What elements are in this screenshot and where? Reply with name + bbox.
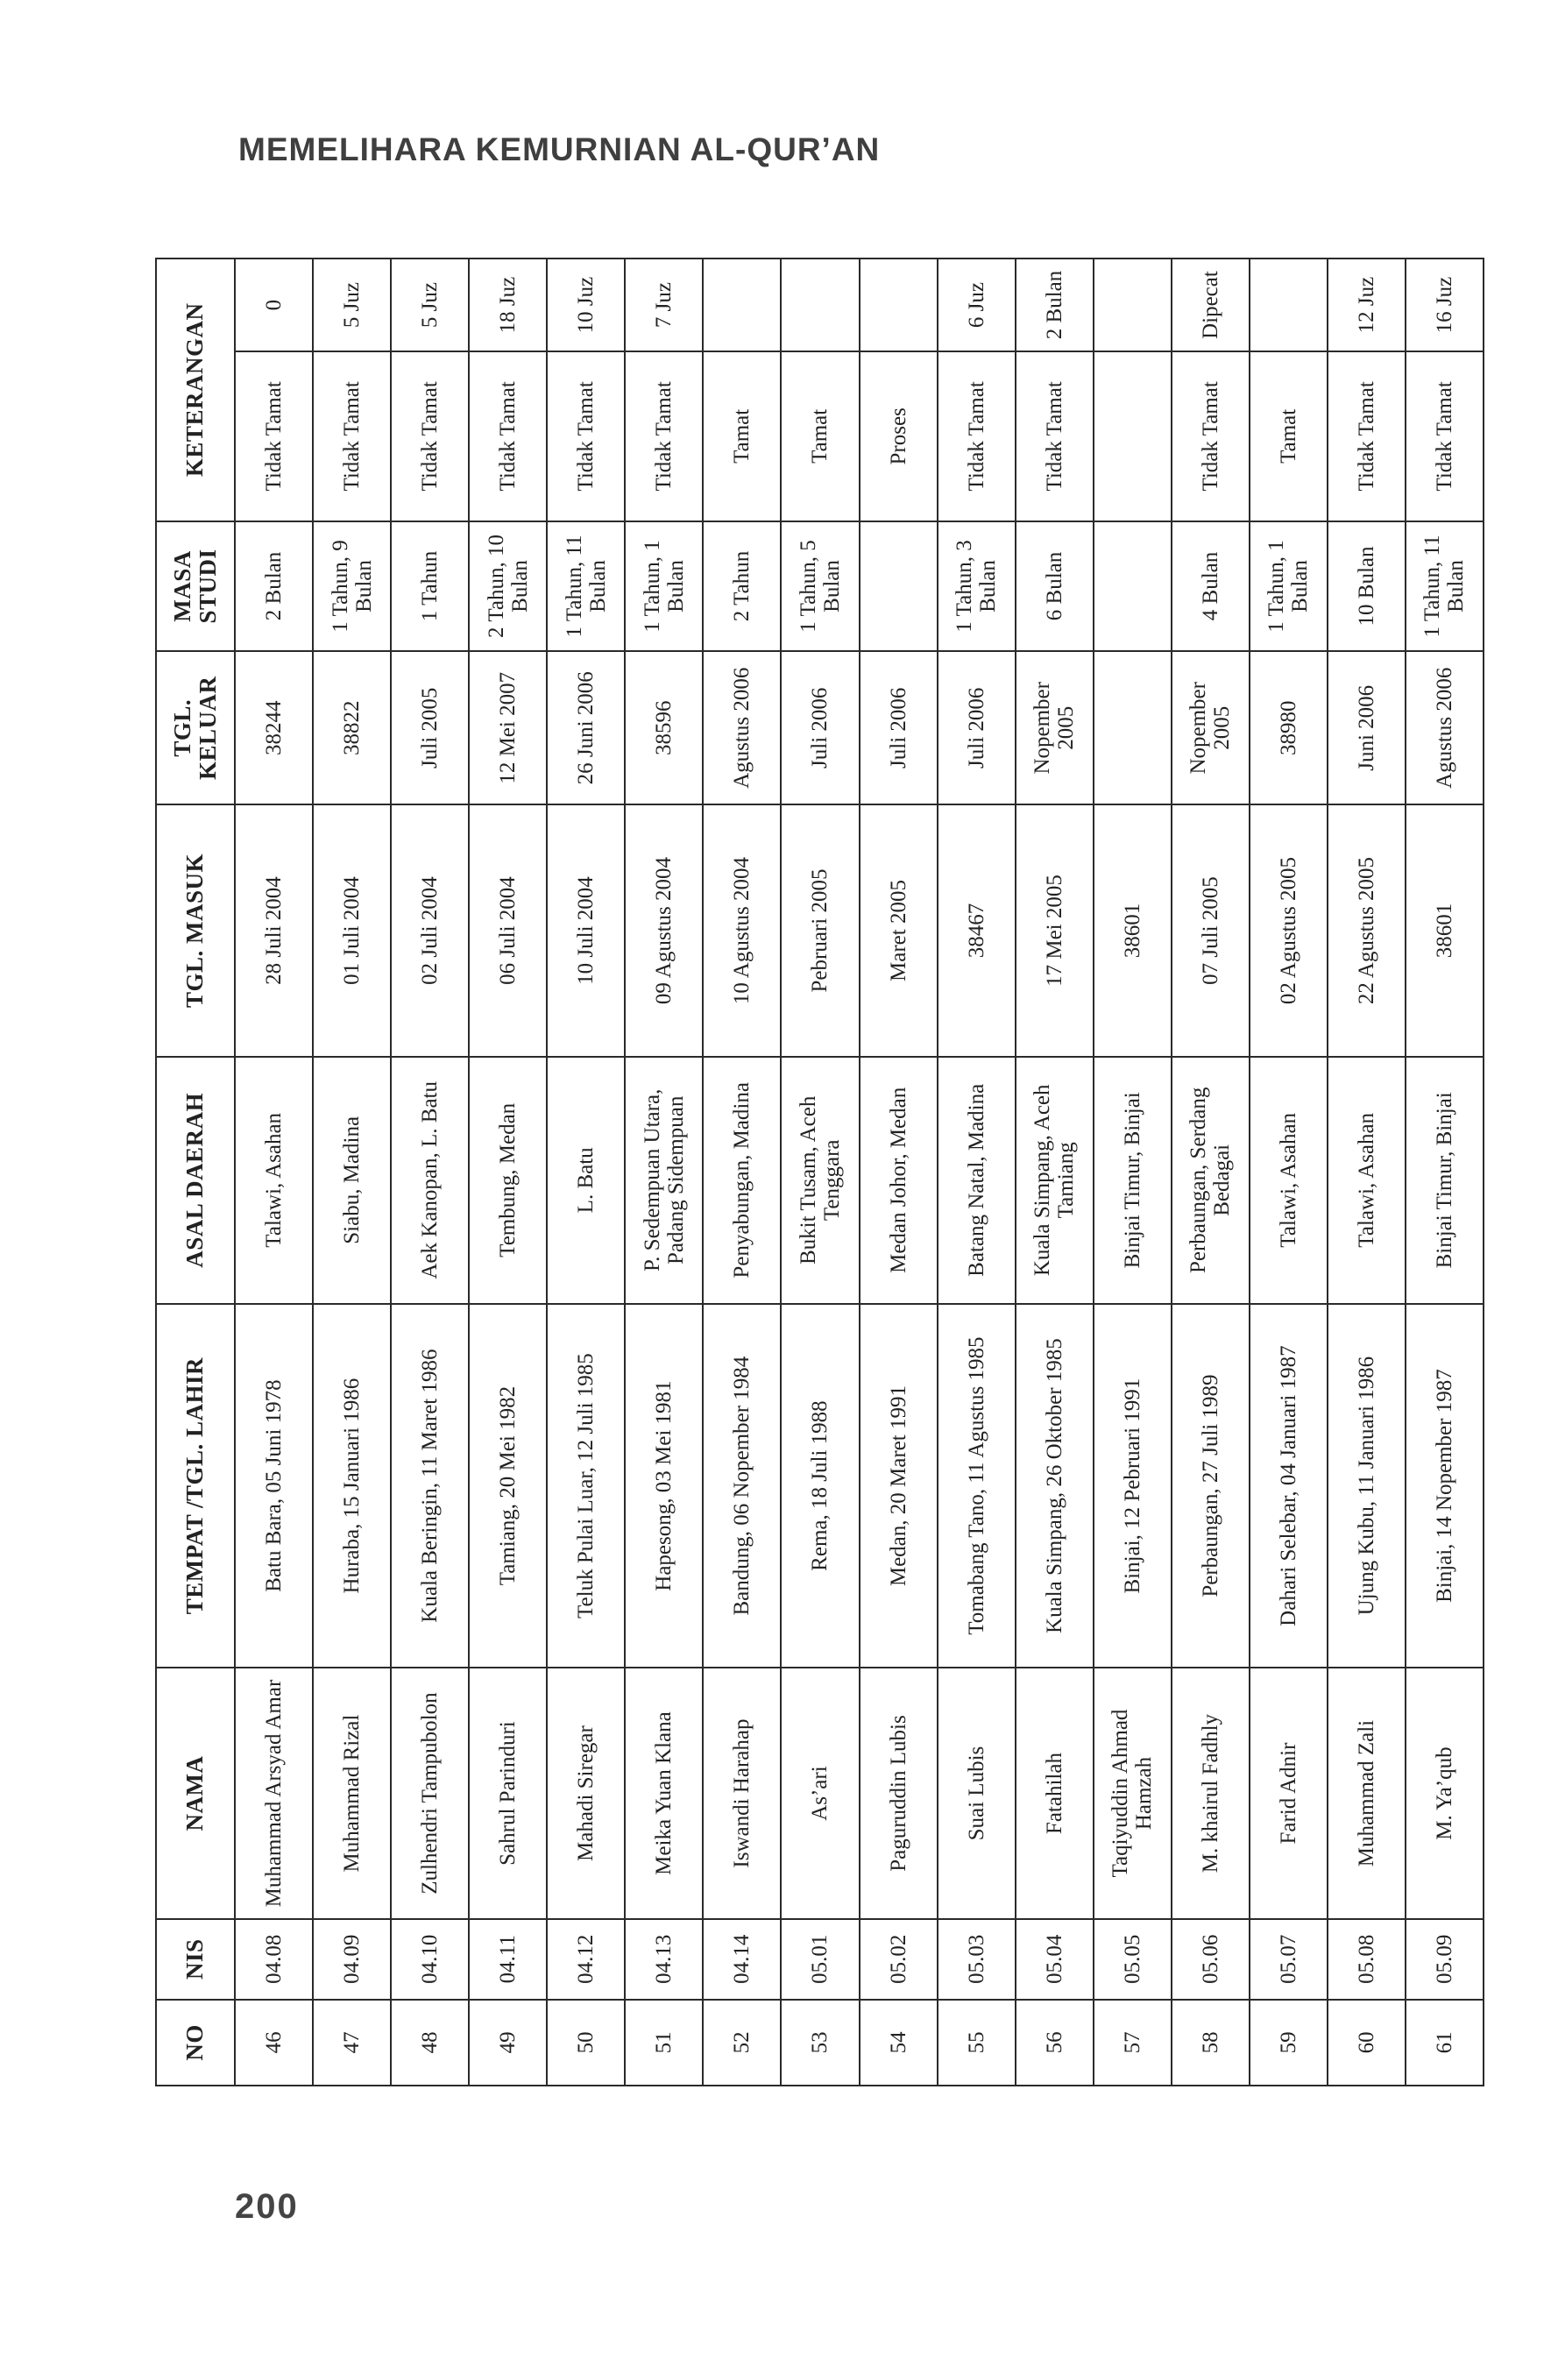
table-row xyxy=(1016,259,1094,2086)
cell-keterangan: Tamat xyxy=(781,351,859,521)
cell-tempat-lahir: Tomabang Tano, 11 Agustus 1985 xyxy=(938,1304,1016,1668)
cell-nama: M. khairul Fadhly xyxy=(1172,1668,1250,1918)
cell-tgl-keluar: Juli 2005 xyxy=(391,651,469,804)
cell-nis: 05.02 xyxy=(860,1919,938,2000)
cell-nama: Meika Yuan Klana xyxy=(625,1668,703,1918)
cell-keterangan: Tidak Tamat xyxy=(938,351,1016,521)
cell-nis: 04.08 xyxy=(235,1919,313,2000)
cell-keterangan-detail: 2 Bulan xyxy=(1016,259,1094,351)
cell-nis: 04.09 xyxy=(313,1919,391,2000)
header-tgl-keluar: TGL. KELUAR xyxy=(156,651,235,804)
cell-tgl-keluar: 12 Mei 2007 xyxy=(469,651,547,804)
cell-keterangan-detail: Dipecat xyxy=(1172,259,1250,351)
table-row xyxy=(860,259,938,2086)
cell-nis: 05.07 xyxy=(1250,1919,1328,2000)
student-table xyxy=(155,258,1484,2086)
header-nis: NIS xyxy=(156,1919,235,2000)
cell-tgl-masuk: 01 Juli 2004 xyxy=(313,804,391,1057)
student-table-rotated xyxy=(155,258,1484,2086)
cell-keterangan: Tidak Tamat xyxy=(235,351,313,521)
cell-tgl-keluar: Juni 2006 xyxy=(1328,651,1406,804)
table-row xyxy=(313,259,391,2086)
cell-keterangan: Tidak Tamat xyxy=(625,351,703,521)
cell-nis: 05.01 xyxy=(781,1919,859,2000)
cell-masa-studi: 1 Tahun, 11 Bulan xyxy=(547,521,625,652)
header-tgl-masuk: TGL. MASUK xyxy=(156,804,235,1057)
cell-keterangan: Proses xyxy=(860,351,938,521)
cell-nama: M. Ya’qub xyxy=(1406,1668,1484,1918)
cell-tempat-lahir: Rema, 18 Juli 1988 xyxy=(781,1304,859,1668)
table-row xyxy=(938,259,1016,2086)
cell-asal-daerah: Perbaungan, Serdang Bedagai xyxy=(1172,1057,1250,1304)
table-row xyxy=(1172,259,1250,2086)
cell-nama: Taqiyuddin Ahmad Hamzah xyxy=(1094,1668,1172,1918)
cell-tempat-lahir: Kuala Simpang, 26 Oktober 1985 xyxy=(1016,1304,1094,1668)
header-keterangan: KETERANGAN xyxy=(156,259,235,521)
cell-nis: 05.04 xyxy=(1016,1919,1094,2000)
cell-tempat-lahir: Binjai, 12 Pebruari 1991 xyxy=(1094,1304,1172,1668)
cell-tempat-lahir: Kuala Beringin, 11 Maret 1986 xyxy=(391,1304,469,1668)
cell-nis: 05.05 xyxy=(1094,1919,1172,2000)
cell-keterangan: Tidak Tamat xyxy=(547,351,625,521)
header-tempat-lahir: TEMPAT /TGL. LAHIR xyxy=(156,1304,235,1668)
table-row xyxy=(1094,259,1172,2086)
cell-tempat-lahir: Perbaungan, 27 Juli 1989 xyxy=(1172,1304,1250,1668)
cell-tgl-masuk: 02 Juli 2004 xyxy=(391,804,469,1057)
header-nama: NAMA xyxy=(156,1668,235,1918)
cell-tgl-masuk: 06 Juli 2004 xyxy=(469,804,547,1057)
cell-tempat-lahir: Teluk Pulai Luar, 12 Juli 1985 xyxy=(547,1304,625,1668)
cell-no: 52 xyxy=(703,2000,781,2086)
cell-masa-studi xyxy=(1094,521,1172,652)
cell-asal-daerah: Talawi, Asahan xyxy=(1250,1057,1328,1304)
cell-no: 59 xyxy=(1250,2000,1328,2086)
cell-keterangan: Tidak Tamat xyxy=(391,351,469,521)
cell-no: 53 xyxy=(781,2000,859,2086)
table-row xyxy=(1328,259,1406,2086)
cell-masa-studi: 2 Tahun xyxy=(703,521,781,652)
cell-keterangan-detail: 12 Juz xyxy=(1328,259,1406,351)
cell-nama: Muhammad Arsyad Amar xyxy=(235,1668,313,1918)
cell-keterangan-detail xyxy=(1250,259,1328,351)
cell-tgl-masuk: 22 Agustus 2005 xyxy=(1328,804,1406,1057)
cell-masa-studi xyxy=(860,521,938,652)
cell-asal-daerah: Aek Kanopan, L. Batu xyxy=(391,1057,469,1304)
cell-nis: 05.06 xyxy=(1172,1919,1250,2000)
cell-no: 47 xyxy=(313,2000,391,2086)
cell-tgl-keluar: Juli 2006 xyxy=(781,651,859,804)
cell-tgl-masuk: 38467 xyxy=(938,804,1016,1057)
cell-no: 55 xyxy=(938,2000,1016,2086)
cell-tgl-keluar: 38980 xyxy=(1250,651,1328,804)
cell-asal-daerah: Binjai Timur, Binjai xyxy=(1406,1057,1484,1304)
cell-tgl-masuk: 38601 xyxy=(1094,804,1172,1057)
cell-nis: 05.09 xyxy=(1406,1919,1484,2000)
header-no: NO xyxy=(156,2000,235,2086)
cell-asal-daerah: Binjai Timur, Binjai xyxy=(1094,1057,1172,1304)
cell-tempat-lahir: Dahari Selebar, 04 Januari 1987 xyxy=(1250,1304,1328,1668)
cell-nama: Suai Lubis xyxy=(938,1668,1016,1918)
cell-masa-studi: 1 Tahun, 5 Bulan xyxy=(781,521,859,652)
cell-no: 48 xyxy=(391,2000,469,2086)
cell-keterangan-detail: 6 Juz xyxy=(938,259,1016,351)
cell-masa-studi: 2 Tahun, 10 Bulan xyxy=(469,521,547,652)
cell-masa-studi: 6 Bulan xyxy=(1016,521,1094,652)
table-row xyxy=(547,259,625,2086)
cell-asal-daerah: Siabu, Madina xyxy=(313,1057,391,1304)
cell-masa-studi: 1 Tahun, 1 Bulan xyxy=(625,521,703,652)
cell-tempat-lahir: Tamiang, 20 Mei 1982 xyxy=(469,1304,547,1668)
cell-no: 54 xyxy=(860,2000,938,2086)
cell-keterangan: Tamat xyxy=(1250,351,1328,521)
cell-tgl-masuk: 28 Juli 2004 xyxy=(235,804,313,1057)
cell-asal-daerah: L. Batu xyxy=(547,1057,625,1304)
cell-tgl-keluar: 38596 xyxy=(625,651,703,804)
cell-nama: Zulhendri Tampubolon xyxy=(391,1668,469,1918)
cell-keterangan-detail xyxy=(1094,259,1172,351)
cell-asal-daerah: Bukit Tusam, Aceh Tenggara xyxy=(781,1057,859,1304)
cell-tgl-keluar: Agustus 2006 xyxy=(703,651,781,804)
cell-asal-daerah: Tembung, Medan xyxy=(469,1057,547,1304)
cell-keterangan-detail: 0 xyxy=(235,259,313,351)
cell-tgl-masuk: 38601 xyxy=(1406,804,1484,1057)
running-head: MEMELIHARA KEMURNIAN AL-QUR’AN xyxy=(238,131,881,167)
cell-tgl-keluar: 38244 xyxy=(235,651,313,804)
cell-masa-studi: 1 Tahun, 3 Bulan xyxy=(938,521,1016,652)
cell-no: 56 xyxy=(1016,2000,1094,2086)
table-row xyxy=(781,259,859,2086)
cell-keterangan-detail: 16 Juz xyxy=(1406,259,1484,351)
cell-nama: Farid Adnir xyxy=(1250,1668,1328,1918)
cell-tgl-masuk: Maret 2005 xyxy=(860,804,938,1057)
cell-keterangan: Tidak Tamat xyxy=(1406,351,1484,521)
cell-nis: 05.08 xyxy=(1328,1919,1406,2000)
cell-asal-daerah: Penyabungan, Madina xyxy=(703,1057,781,1304)
cell-tgl-masuk: 07 Juli 2005 xyxy=(1172,804,1250,1057)
cell-tgl-keluar: Nopember 2005 xyxy=(1172,651,1250,804)
table-row xyxy=(469,259,547,2086)
cell-nama: As’ari xyxy=(781,1668,859,1918)
cell-tempat-lahir: Hapesong, 03 Mei 1981 xyxy=(625,1304,703,1668)
cell-nama: Muhammad Rizal xyxy=(313,1668,391,1918)
cell-tgl-keluar: Agustus 2006 xyxy=(1406,651,1484,804)
cell-keterangan: Tamat xyxy=(703,351,781,521)
table-row xyxy=(703,259,781,2086)
cell-no: 49 xyxy=(469,2000,547,2086)
cell-no: 57 xyxy=(1094,2000,1172,2086)
cell-tempat-lahir: Huraba, 15 Januari 1986 xyxy=(313,1304,391,1668)
cell-no: 61 xyxy=(1406,2000,1484,2086)
cell-tgl-masuk: 17 Mei 2005 xyxy=(1016,804,1094,1057)
header-asal-daerah: ASAL DAERAH xyxy=(156,1057,235,1304)
cell-tgl-keluar: Nopember 2005 xyxy=(1016,651,1094,804)
cell-keterangan-detail: 5 Juz xyxy=(313,259,391,351)
cell-keterangan-detail xyxy=(860,259,938,351)
cell-tgl-keluar: 26 Juni 2006 xyxy=(547,651,625,804)
cell-masa-studi: 2 Bulan xyxy=(235,521,313,652)
cell-nis: 05.03 xyxy=(938,1919,1016,2000)
cell-asal-daerah: Talawi, Asahan xyxy=(1328,1057,1406,1304)
cell-tempat-lahir: Medan, 20 Maret 1991 xyxy=(860,1304,938,1668)
table-row xyxy=(391,259,469,2086)
cell-tempat-lahir: Binjai, 14 Nopember 1987 xyxy=(1406,1304,1484,1668)
cell-nis: 04.14 xyxy=(703,1919,781,2000)
cell-tgl-keluar: Juli 2006 xyxy=(938,651,1016,804)
cell-keterangan-detail xyxy=(781,259,859,351)
cell-nis: 04.13 xyxy=(625,1919,703,2000)
cell-tgl-masuk: 02 Agustus 2005 xyxy=(1250,804,1328,1057)
cell-no: 46 xyxy=(235,2000,313,2086)
table-row xyxy=(625,259,703,2086)
cell-tgl-masuk: 10 Agustus 2004 xyxy=(703,804,781,1057)
cell-tgl-keluar xyxy=(1094,651,1172,804)
cell-tempat-lahir: Ujung Kubu, 11 Januari 1986 xyxy=(1328,1304,1406,1668)
cell-tgl-masuk: Pebruari 2005 xyxy=(781,804,859,1057)
cell-tgl-keluar: 38822 xyxy=(313,651,391,804)
cell-tempat-lahir: Bandung, 06 Nopember 1984 xyxy=(703,1304,781,1668)
cell-keterangan: Tidak Tamat xyxy=(1016,351,1094,521)
cell-tgl-keluar: Juli 2006 xyxy=(860,651,938,804)
cell-asal-daerah: Kuala Simpang, Aceh Tamiang xyxy=(1016,1057,1094,1304)
cell-keterangan: Tidak Tamat xyxy=(313,351,391,521)
cell-asal-daerah: P. Sedempuan Utara, Padang Sidempuan xyxy=(625,1057,703,1304)
cell-keterangan-detail: 5 Juz xyxy=(391,259,469,351)
cell-tgl-masuk: 10 Juli 2004 xyxy=(547,804,625,1057)
table-row xyxy=(1406,259,1484,2086)
cell-nama: Muhammad Zali xyxy=(1328,1668,1406,1918)
cell-no: 50 xyxy=(547,2000,625,2086)
table-row xyxy=(235,259,313,2086)
cell-masa-studi: 1 Tahun, 9 Bulan xyxy=(313,521,391,652)
cell-keterangan-detail xyxy=(703,259,781,351)
cell-keterangan: Tidak Tamat xyxy=(1172,351,1250,521)
table-header-row xyxy=(156,259,235,2086)
cell-nama: Sahrul Parinduri xyxy=(469,1668,547,1918)
cell-nis: 04.12 xyxy=(547,1919,625,2000)
cell-keterangan xyxy=(1094,351,1172,521)
cell-keterangan-detail: 10 Juz xyxy=(547,259,625,351)
header-masa-studi: MASA STUDI xyxy=(156,521,235,652)
cell-nama: Paguruddin Lubis xyxy=(860,1668,938,1918)
cell-no: 60 xyxy=(1328,2000,1406,2086)
cell-keterangan-detail: 18 Juz xyxy=(469,259,547,351)
cell-keterangan: Tidak Tamat xyxy=(1328,351,1406,521)
cell-masa-studi: 10 Bulan xyxy=(1328,521,1406,652)
cell-nama: Mahadi Siregar xyxy=(547,1668,625,1918)
cell-no: 58 xyxy=(1172,2000,1250,2086)
cell-nis: 04.10 xyxy=(391,1919,469,2000)
cell-tgl-masuk: 09 Agustus 2004 xyxy=(625,804,703,1057)
cell-keterangan: Tidak Tamat xyxy=(469,351,547,521)
cell-keterangan-detail: 7 Juz xyxy=(625,259,703,351)
cell-masa-studi: 4 Bulan xyxy=(1172,521,1250,652)
cell-nama: Iswandi Harahap xyxy=(703,1668,781,1918)
table-row xyxy=(1250,259,1328,2086)
page-number: 200 xyxy=(235,2187,299,2226)
cell-masa-studi: 1 Tahun, 1 Bulan xyxy=(1250,521,1328,652)
cell-asal-daerah: Medan Johor, Medan xyxy=(860,1057,938,1304)
cell-masa-studi: 1 Tahun, 11 Bulan xyxy=(1406,521,1484,652)
cell-no: 51 xyxy=(625,2000,703,2086)
cell-tempat-lahir: Batu Bara, 05 Juni 1978 xyxy=(235,1304,313,1668)
cell-nama: Fatahilah xyxy=(1016,1668,1094,1918)
table-body xyxy=(235,259,1484,2086)
cell-masa-studi: 1 Tahun xyxy=(391,521,469,652)
cell-asal-daerah: Batang Natal, Madina xyxy=(938,1057,1016,1304)
cell-asal-daerah: Talawi, Asahan xyxy=(235,1057,313,1304)
cell-nis: 04.11 xyxy=(469,1919,547,2000)
